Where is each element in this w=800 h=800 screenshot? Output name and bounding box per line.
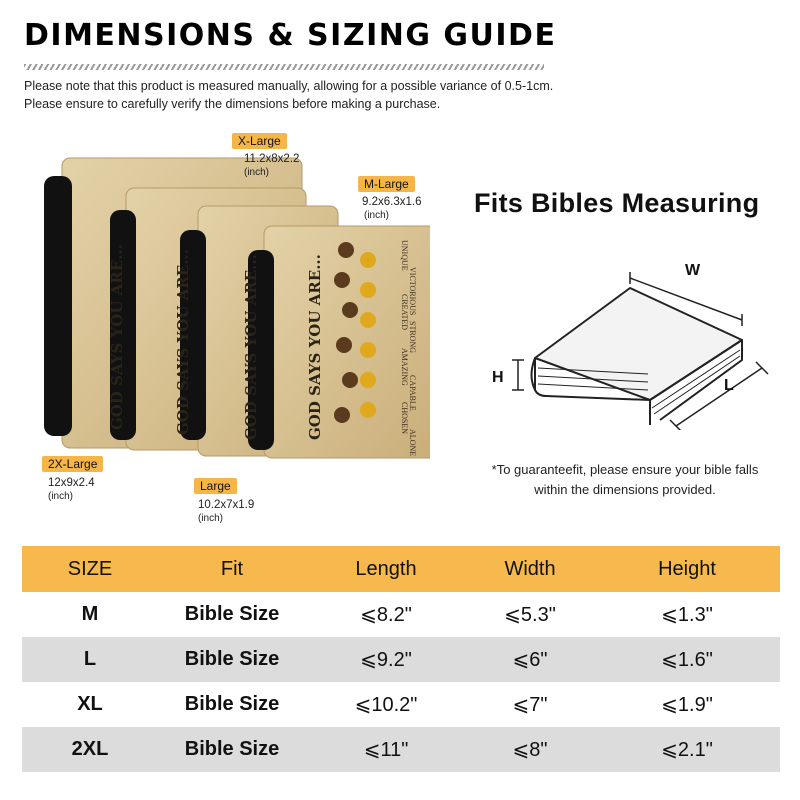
size-tag-large: Large [194,478,237,494]
size-tag-2xlarge: 2X-Large [42,456,103,472]
header-fit: Fit [220,557,244,580]
cover-word: CHOSEN [400,402,409,435]
cell-size: M [81,603,99,625]
cover-text-4: GOD SAYS YOU ARE... [306,254,324,440]
header-length: Length [355,557,417,580]
size-tag-mlarge: M-Large [358,176,415,192]
cover-word: UNIQUE [400,240,409,271]
cell-fit: Bible Size [184,738,280,760]
disclaimer-line-2: Please ensure to carefully verify the dimensions before making a purchase. [24,97,441,111]
product-image [30,130,430,530]
table-row [22,592,780,637]
cell-size: XL [77,693,103,715]
fit-note-line-2: within the dimensions provided. [534,482,716,497]
cell-fit: Bible Size [184,693,280,715]
cover-word: CAPABLE [408,375,417,411]
size-dims-2xlarge: 12x9x2.4 [48,477,95,489]
size-unit-xlarge: (inch) [244,167,270,178]
cell-size: L [83,648,97,670]
book-measure-icon [480,240,780,430]
cell-height: ⩽1.3" [661,604,713,626]
cover-word: VICTORIOUS [408,267,417,316]
cover-word: ALONE [408,429,417,457]
page-title: DIMENSIONS & SIZING GUIDE [24,18,557,53]
cell-fit: Bible Size [184,648,280,670]
dashed-divider [24,64,544,70]
cell-width: ⩽8" [512,739,548,761]
cover-word: CREATED [400,294,409,330]
cell-width: ⩽6" [512,649,548,671]
table-row [22,682,780,727]
book-diagram [480,240,780,430]
cell-length: ⩽10.2" [354,694,418,716]
cell-length: ⩽8.2" [360,604,412,626]
header-height: Height [658,557,716,580]
cell-length: ⩽9.2" [360,649,412,671]
table-row [22,727,780,772]
cell-length: ⩽11" [363,739,409,761]
w-label: W [685,262,701,279]
cover-text-2: GOD SAYS YOU ARE... [174,249,192,435]
cover-text-3: GOD SAYS YOU ARE... [242,254,260,440]
size-unit-mlarge: (inch) [364,210,390,221]
size-dims-mlarge: 9.2x6.3x1.6 [362,196,422,208]
size-unit-large: (inch) [198,513,224,524]
cell-fit: Bible Size [184,603,280,625]
cover-word: AMAZING [400,348,409,386]
cell-size: 2XL [71,738,109,760]
cell-height: ⩽1.6" [661,649,713,671]
size-tag-xlarge: X-Large [232,133,287,149]
h-label: H [492,369,504,386]
size-unit-2xlarge: (inch) [48,491,74,502]
fit-note-line-1: *To guaranteefit, please ensure your bible falls [491,462,759,477]
size-dims-xlarge: 11.2x8x2.2 [244,153,300,165]
cell-width: ⩽7" [512,694,548,716]
cell-width: ⩽5.3" [504,604,556,626]
l-label: L [724,377,734,394]
cell-height: ⩽2.1" [661,739,713,761]
disclaimer-line-1: Please note that this product is measured manually, allowing for a possible variance of 0.5-1cm. [24,79,554,93]
cover-word: STRONG [408,321,417,354]
size-table [22,546,780,772]
cover-text-1: GOD SAYS YOU ARE... [108,244,126,430]
header-size: SIZE [67,557,113,580]
fits-bibles-title: Fits Bibles Measuring [474,188,760,218]
table-header-row [22,546,780,592]
cell-height: ⩽1.9" [661,694,713,716]
size-dims-large: 10.2x7x1.9 [198,499,255,511]
header-width: Width [504,557,556,580]
table-row [22,637,780,682]
